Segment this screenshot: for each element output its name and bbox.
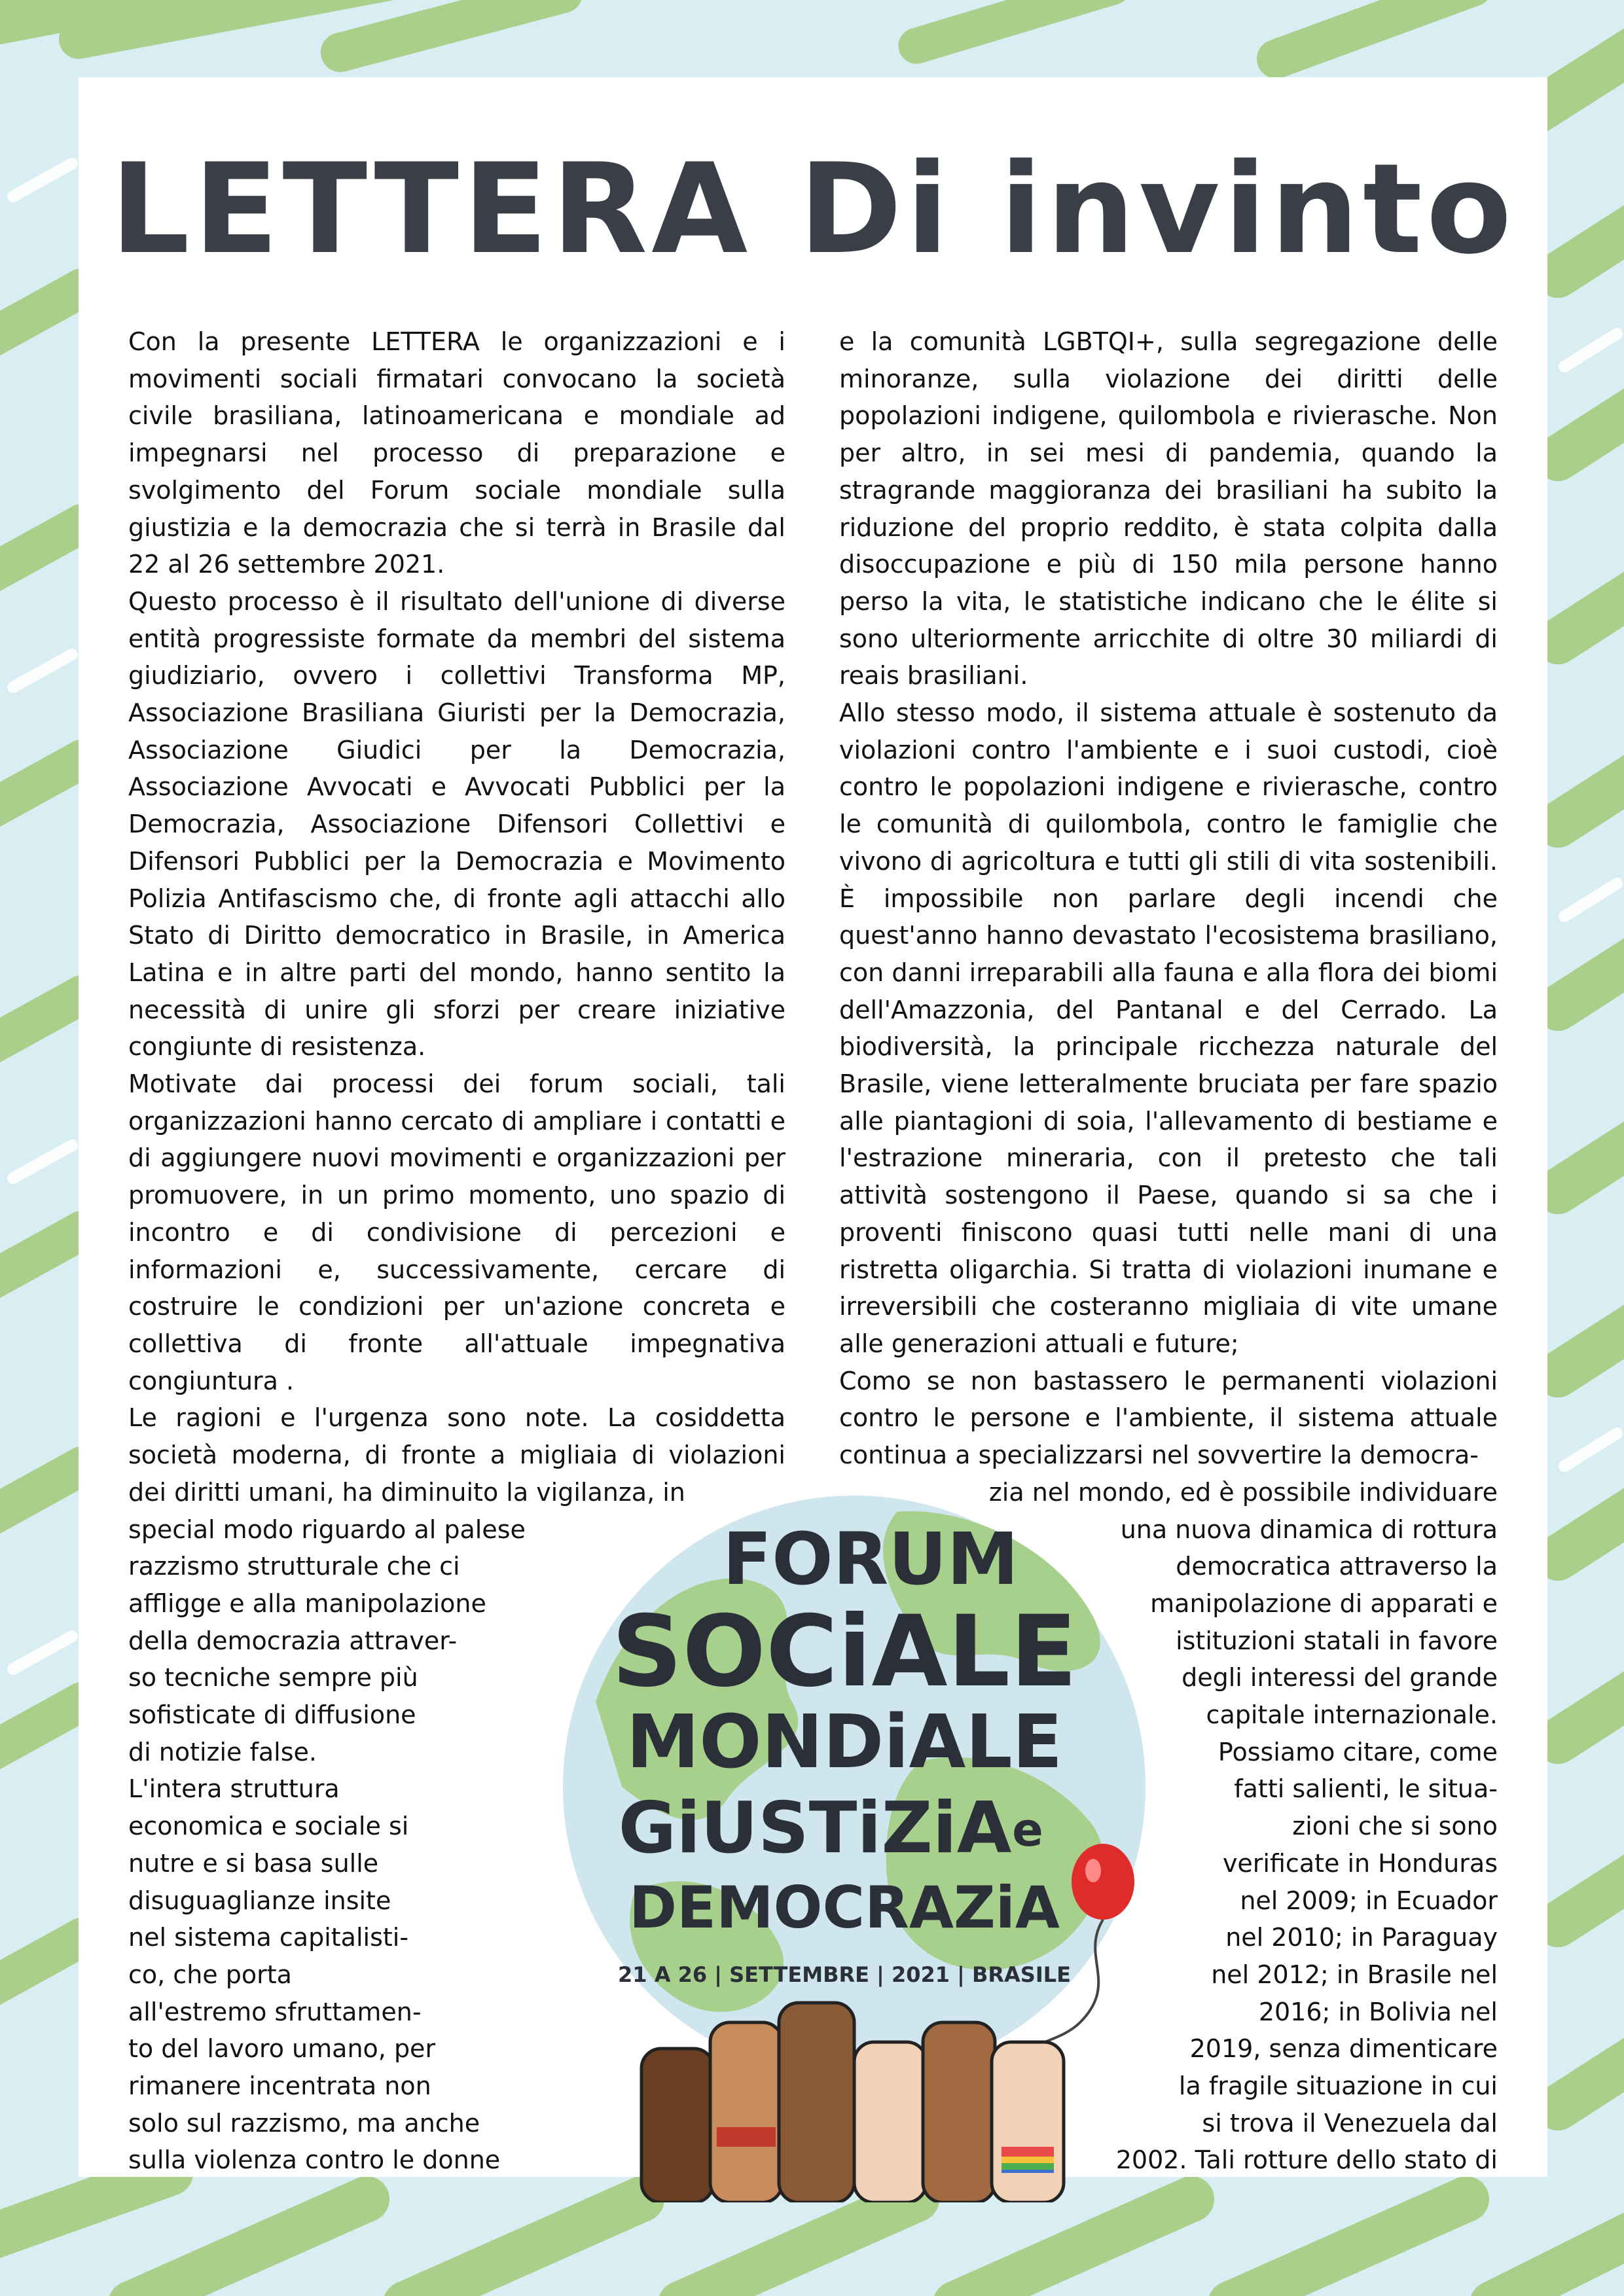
paragraph: e la comunità LGBTQI+, sulla segregazione delle minoranze, sulla violazione dei diritti delle popolazioni indigene, quilombola e rivierasche. Non per altro, in sei mesi di pandemia, quando la stragrande maggioranza dei brasiliani ha subito la riduzione del proprio reddito, è stata colpita dalla disoccupazione e più di 150 mila persone hanno perso la vita, le statistiche indicano che le élite si sono ulteriormente arricchite di oltre 30 miliardi di reais brasiliani. — [839, 327, 1498, 691]
text-line: zioni che si sono — [1292, 1812, 1498, 1841]
text-line: nel 2010; in Paraguay — [1225, 1923, 1498, 1952]
text-line: economica e sociale si — [128, 1812, 409, 1841]
text-line: della democrazia attraver- — [128, 1626, 458, 1655]
text-line: nel 2012; in Brasile nel — [1211, 1960, 1498, 1989]
paragraph: Motivate dai processi dei forum sociali, tali organizzazioni hanno cercato di ampliare i contatti e di aggiungere nuovi movimenti e organizzazioni per promuovere, in un primo momento, uno spazio di incontro e di condivisione di percezioni e informazioni e, successivamente, cercare di costruire le condizioni per un'azione concreta e collettiva di fronte all'attuale impegnativa congiuntura . — [128, 1069, 785, 1395]
paragraph: Como se non bastassero le permanenti violazioni contro le persone e l'ambiente, il sistema attuale continua a specializzarsi nel sovvertire la democra- — [839, 1366, 1498, 1470]
text-line: co, che porta — [128, 1960, 292, 1989]
text-line: disuguaglianze insite — [128, 1886, 391, 1915]
text-line: di notizie false. — [128, 1737, 317, 1767]
text-line: special modo riguardo al palese — [128, 1515, 526, 1544]
logo-line-sociale: SOCiALE — [611, 1595, 1077, 1709]
text-line: L'intera struttura — [128, 1774, 340, 1804]
logo-dates: 21 A 26 | SETTEMBRE | 2021 | BRASILE — [618, 1962, 1071, 1987]
text-line: 2019, senza dimenticare — [1189, 2034, 1498, 2064]
text-line: degli interessi del grande — [1182, 1663, 1498, 1693]
text-line: una nuova dinamica di rottura — [1120, 1515, 1498, 1544]
text-line: 2016; in Bolivia nel — [1258, 1997, 1498, 2026]
text-line: nel sistema capitalisti- — [128, 1923, 409, 1952]
text-line: solo sul razzismo, ma anche — [128, 2108, 480, 2138]
text-line: manipolazione di apparati e — [1150, 1588, 1498, 1618]
text-line: to del lavoro umano, per — [128, 2034, 436, 2064]
text-line: zia nel mondo, ed è possibile individuare — [988, 1477, 1498, 1507]
paragraph: Allo stesso modo, il sistema attuale è sostenuto da violazioni contro l'ambiente e i suoi custodi, cioè contro le popolazioni indigene e rivierasche, contro le comunità di quilombola, contro le famiglie che vivono di agricoltura e tutti gli stili di vita sostenibili. È impossibile non parlare degli incendi che quest'anno hanno devastato l'ecosistema brasiliano, con danni irreparabili alla fauna e alla flora dei biomi dell'Amazzonia, del Pantanal e del Cerrado. La biodiversità, la principale ricchezza naturale del Brasile, viene letteralmente bruciata per fare spazio alle piantagioni di soia, l'allevamento di bestiame e l'estrazione mineraria, con il pretesto che tali attività sostengono il Paese, quando si sa che i proventi finiscono quasi tutti nelle mani di una ristretta oligarchia. Si tratta di violazioni inumane e irreversibili che costeranno migliaia di vite umane alle generazioni attuali e future; — [839, 698, 1498, 1358]
text-line: Possiamo citare, come — [1218, 1737, 1498, 1767]
text-line: all'estremo sfruttamen- — [128, 1997, 422, 2026]
logo-line-e: e — [1012, 1803, 1043, 1857]
text-line: so tecniche sempre più — [128, 1663, 418, 1693]
logo-line-giustizia: GiUSTiZiA — [618, 1787, 1012, 1869]
text-line: affligge e alla manipolazione — [128, 1588, 486, 1618]
logo-line-democrazia: DEMOCRAZiA — [628, 1874, 1060, 1941]
paragraph: Le ragioni e l'urgenza sono note. La cosiddetta società moderna, di fronte a migliaia di violazioni dei diritti umani, ha diminuito la vigilanza, in — [128, 1403, 785, 1507]
text-line: rimanere incentrata non — [128, 2072, 431, 2101]
text-line: capitale internazionale. — [1206, 1700, 1498, 1730]
paragraph: Con la presente LETTERA le organizzazioni e i movimenti sociali firmatari convocano la società civile brasiliana, latinoamericana e mondiale ad impegnarsi nel processo di preparazione e svolgimento del Forum sociale mondiale sulla giustizia e la democrazia che si terrà in Brasile dal 22 al 26 settembre 2021. — [128, 327, 785, 579]
text-line: verificate in Honduras — [1222, 1848, 1498, 1878]
text-line: sulla violenza contro le donne — [128, 2145, 501, 2175]
text-line: nutre e si basa sulle — [128, 1848, 379, 1878]
text-line: razzismo strutturale che ci — [128, 1552, 460, 1581]
text-line: fatti salienti, le situa- — [1234, 1774, 1498, 1804]
text-line: sofisticate di diffusione — [128, 1700, 416, 1730]
text-line: la fragile situazione in cui — [1178, 2072, 1498, 2101]
text-line: si trova il Venezuela dal — [1202, 2108, 1498, 2138]
text-line: democratica attraverso la — [1176, 1552, 1498, 1581]
text-line: nel 2009; in Ecuador — [1240, 1886, 1498, 1915]
logo-line-forum: FORUM — [722, 1517, 1019, 1601]
logo-line-mondiale: MONDiALE — [626, 1700, 1063, 1785]
paragraph: Questo processo è il risultato dell'unione di diverse entità progressiste formate da membri del sistema giudiziario, ovvero i collettivi Transforma MP, Associazione Brasiliana Giuristi per la Democrazia, Associazione Giudici per la Democrazia, Associazione Avvocati e Avvocati Pubblici per la Democrazia, Associazione Difensori Collettivi e Difensori Pubblici per la Democrazia e Movimento Polizia Antifascismo che, di fronte agli attacchi allo Stato di Diritto democratico in Brasile, in America Latina e in altre parti del mondo, hanno sentito la necessità di unire gli sforzi per creare iniziative congiunte di resistenza. — [128, 586, 785, 1062]
text-line: istituzioni statali in favore — [1176, 1626, 1498, 1655]
page-title: LETTERA Di invinto — [110, 137, 1516, 281]
forum-logo — [556, 1394, 1152, 2202]
text-line: 2002. Tali rotture dello stato di — [1115, 2145, 1498, 2175]
